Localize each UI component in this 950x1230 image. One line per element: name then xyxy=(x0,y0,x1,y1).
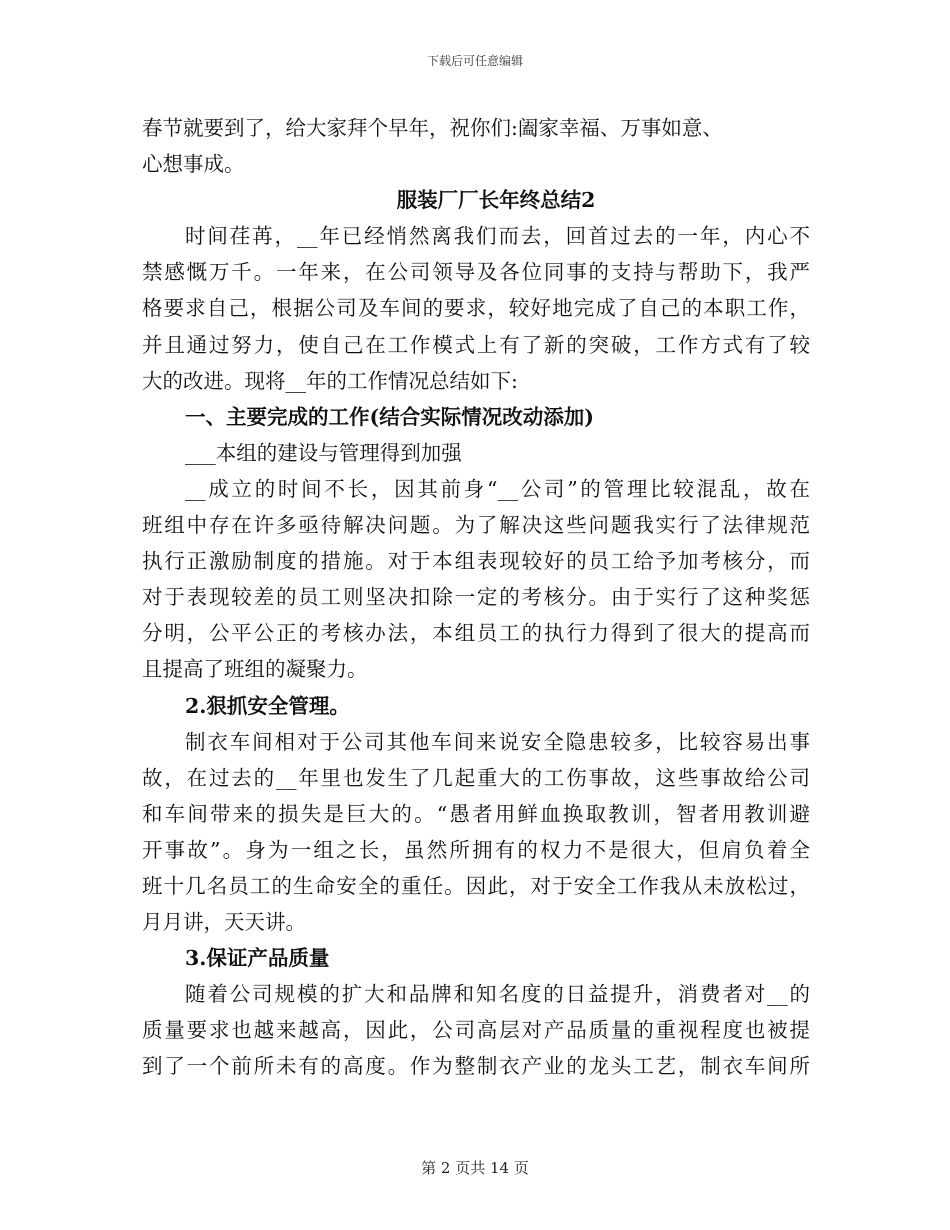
paragraph-line: 心想事成。 xyxy=(142,152,245,177)
paragraph-line: 大的改进。现将__年的工作情况总结如下: xyxy=(142,368,518,393)
paragraph-line: 随着公司规模的扩大和品牌和知名度的日益提升，消费者对__的 xyxy=(185,982,810,1007)
paragraph-line: 时间荏苒，__年已经悄然离我们而去，回首过去的一年，内心不 xyxy=(185,224,810,249)
paragraph-line: 并且通过努力，使自己在工作模式上有了新的突破，工作方式有了较 xyxy=(142,332,810,357)
heading-quality: 3.保证产品质量 xyxy=(185,946,330,971)
paragraph-line: 班组中存在许多亟待解决问题。为了解决这些问题我实行了法律规范 xyxy=(142,513,810,538)
paragraph-line: __成立的时间不长，因其前身“__公司”的管理比较混乱，故在 xyxy=(185,476,810,501)
heading-main-work: 一、主要完成的工作(结合实际情况改动添加) xyxy=(185,404,594,429)
paragraph-line: 且提高了班组的凝聚力。 xyxy=(142,657,368,682)
paragraph-line: 制衣车间相对于公司其他车间来说安全隐患较多，比较容易出事 xyxy=(185,729,810,754)
paragraph-line: 开事故”。身为一组之长，虽然所拥有的权力不是很大，但肩负着全 xyxy=(142,837,810,862)
page-footer: 第 2 页共 14 页 xyxy=(421,1159,529,1177)
paragraph-line: 执行正激励制度的措施。对于本组表现较好的员工给予加考核分，而 xyxy=(142,549,810,574)
paragraph-line: 月月讲，天天讲。 xyxy=(142,910,306,935)
heading-safety: 2.狠抓安全管理。 xyxy=(185,693,350,718)
paragraph-line: 到了一个前所未有的高度。作为整制衣产业的龙头工艺，制衣车间所 xyxy=(142,1054,810,1079)
subheading-team-building: ___本组的建设与管理得到加强 xyxy=(185,440,462,465)
paragraph-line: 格要求自己，根据公司及车间的要求，较好地完成了自己的本职工作， xyxy=(142,296,810,321)
paragraph-line: 分明，公平公正的考核办法，本组员工的执行力得到了很大的提高而 xyxy=(142,621,810,646)
section-title: 服装厂厂长年终总结2 xyxy=(396,188,596,213)
paragraph-line: 春节就要到了，给大家拜个早年，祝你们:阖家幸福、万事如意、 xyxy=(142,116,723,140)
paragraph-line: 故，在过去的__年里也发生了几起重大的工伤事故，这些事故给公司 xyxy=(142,765,810,790)
page-header: 下载后可任意编辑 xyxy=(426,54,523,68)
paragraph-line: 班十几名员工的生命安全的重任。因此，对于安全工作我从未放松过， xyxy=(142,873,810,898)
paragraph-line: 对于表现较差的员工则坚决扣除一定的考核分。由于实行了这种奖惩 xyxy=(142,585,810,610)
paragraph-line: 禁感慨万千。一年来，在公司领导及各位同事的支持与帮助下，我严 xyxy=(142,260,810,285)
paragraph-line: 质量要求也越来越高，因此，公司高层对产品质量的重视程度也被提 xyxy=(142,1018,810,1043)
document-body xyxy=(142,110,810,1085)
paragraph-line: 和车间带来的损失是巨大的。“愚者用鲜血换取教训，智者用教训避 xyxy=(142,801,810,826)
